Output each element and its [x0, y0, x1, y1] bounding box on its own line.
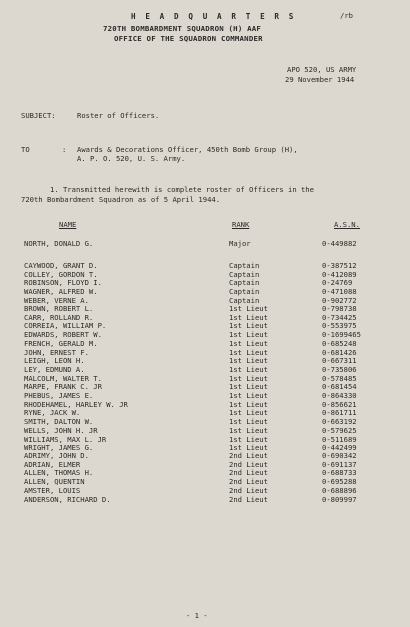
officer-name: ALLEN, THOMAS H. — [24, 468, 94, 478]
officer-asn: 0-387512 — [322, 261, 357, 270]
officer-asn: 0-864330 — [322, 391, 357, 400]
document-date: 29 November 1944 — [285, 75, 355, 84]
officer-rank: 1st Lieut — [229, 417, 268, 427]
officer-rank: 1st Lieut — [229, 364, 268, 374]
officer-name: CAYWOOD, GRANT D. — [24, 261, 98, 270]
body-line1: 1. Transmitted herewith is complete roster of Officers in the — [50, 185, 314, 194]
column-header-rank: RANK — [232, 220, 250, 229]
officer-asn: 0-695288 — [322, 477, 357, 487]
officer-name: PHEBUS, JAMES E. — [24, 391, 94, 400]
officer-name: EDWARDS, ROBERT W. — [24, 330, 102, 340]
officer-name: JOHN, ERNEST F. — [24, 347, 89, 357]
officer-rank: 1st Lieut — [229, 382, 268, 392]
officer-rank: 1st Lieut — [229, 330, 268, 340]
officer-name: ALLEN, QUENTIN — [24, 477, 85, 487]
officer-name: WAGNER, ALFRED W. — [24, 287, 98, 297]
officer-asn: 0-412089 — [322, 269, 357, 279]
roster-row — [0, 418, 410, 426]
officer-name: WRIGHT, JAMES G. — [24, 443, 94, 453]
officer-name: WELLS, JOHN H. JR — [24, 425, 98, 435]
subject-label: SUBJECT: — [21, 111, 56, 120]
header-line1: H E A D Q U A R T E R S — [131, 12, 296, 21]
roster-row — [0, 487, 410, 495]
to-label: TO — [21, 145, 30, 154]
officer-asn: 0-553975 — [322, 321, 357, 331]
officer-rank: 2nd Lieut — [229, 477, 268, 487]
roster-row — [0, 240, 410, 248]
officer-rank: 1st Lieut — [229, 434, 268, 444]
officer-asn: 0-809997 — [322, 494, 357, 504]
officer-name: NORTH, DONALD G. — [24, 239, 94, 248]
roster-row — [0, 262, 410, 270]
officer-name: RYNE, JACK W. — [24, 408, 81, 418]
officer-rank: 1st Lieut — [229, 356, 268, 366]
officer-asn: 0-685248 — [322, 338, 357, 348]
officer-asn: 0-688896 — [322, 485, 357, 495]
roster-row — [0, 331, 410, 339]
officer-rank: 2nd Lieut — [229, 468, 268, 478]
officer-name: CORREIA, WILLIAM P. — [24, 321, 107, 331]
officer-rank: 1st Lieut — [229, 408, 268, 418]
roster-row — [0, 357, 410, 365]
officer-name: CARR, ROLLAND R. — [24, 312, 94, 322]
page-number: - 1 - — [186, 611, 208, 620]
officer-asn: 0-511689 — [322, 434, 357, 444]
officer-rank: 1st Lieut — [229, 321, 268, 331]
officer-name: ADRIMY, JOHN D. — [24, 451, 89, 460]
roster-row — [0, 366, 410, 374]
officer-rank: 1st Lieut — [229, 425, 268, 435]
officer-name: AMSTER, LOUIS — [24, 485, 81, 495]
officer-name: LEIGH, LEON H. — [24, 356, 85, 366]
officer-rank: Captain — [229, 295, 260, 305]
officer-name: MALCOLM, WALTER T. — [24, 373, 102, 383]
officer-rank: 1st Lieut — [229, 391, 268, 400]
reference-initials: /rb — [340, 11, 353, 20]
officer-name: BROWN, ROBERT L. — [24, 304, 94, 313]
roster-row — [0, 305, 410, 313]
officer-asn: 0-24769 — [322, 278, 353, 288]
officer-asn: 0-442499 — [322, 443, 357, 453]
officer-rank: Captain — [229, 287, 260, 297]
officer-name: ROBINSON, FLOYD I. — [24, 278, 102, 288]
roster-row — [0, 496, 410, 504]
address-apo: APO 520, US ARMY — [287, 65, 357, 74]
officer-rank: 1st Lieut — [229, 399, 268, 409]
officer-rank: 2nd Lieut — [229, 451, 268, 460]
officer-rank: 2nd Lieut — [229, 485, 268, 495]
officer-asn: 0-856621 — [322, 399, 357, 409]
roster-row — [0, 392, 410, 400]
officer-rank: Major — [229, 239, 251, 248]
officer-asn: 0-579625 — [322, 425, 357, 435]
officer-rank: 1st Lieut — [229, 304, 268, 313]
officer-name: SMITH, DALTON W. — [24, 417, 94, 427]
officer-name: RHODEHAMEL, HARLEY W. JR — [24, 399, 128, 409]
officer-name: FRENCH, GERALD M. — [24, 338, 98, 348]
officer-asn: 0-861711 — [322, 408, 357, 418]
to-line1: Awards & Decorations Officer, 450th Bomb Group (H), — [77, 145, 298, 154]
to-line2: A. P. O. 520, U. S. Army. — [77, 154, 186, 163]
officer-asn: 0-667311 — [322, 356, 357, 366]
officer-asn: 0-734425 — [322, 312, 357, 322]
header-office: OFFICE OF THE SQUADRON COMMANDER — [114, 34, 263, 43]
officer-asn: 0-681426 — [322, 347, 357, 357]
officer-rank: Captain — [229, 269, 260, 279]
officer-asn: 0-1699465 — [322, 330, 361, 340]
body-line2: 720th Bombardment Squadron as of 5 April 1944. — [21, 195, 221, 204]
officer-asn: 0-688733 — [322, 468, 357, 478]
officer-asn: 0-902772 — [322, 295, 357, 305]
officer-name: MARPE, FRANK C. JR — [24, 382, 102, 392]
officer-asn: 0-681454 — [322, 382, 357, 392]
officer-rank: Captain — [229, 261, 260, 270]
officer-name: LEY, EDMUND A. — [24, 364, 85, 374]
officer-asn: 0-691137 — [322, 459, 357, 469]
officer-asn: 0-663192 — [322, 417, 357, 427]
column-header-asn: A.S.N. — [334, 220, 360, 229]
subject-text: Roster of Officers. — [77, 111, 160, 120]
officer-name: WEBER, VERNE A. — [24, 295, 89, 305]
roster-row — [0, 288, 410, 296]
officer-rank: 2nd Lieut — [229, 494, 268, 504]
officer-rank: 1st Lieut — [229, 312, 268, 322]
officer-asn: 0-735806 — [322, 364, 357, 374]
officer-name: COLLEY, GORDON T. — [24, 269, 98, 279]
officer-asn: 0-449882 — [322, 239, 357, 248]
header-unit: 720TH BOMBARDMENT SQUADRON (H) AAF — [103, 24, 262, 33]
officer-rank: 1st Lieut — [229, 338, 268, 348]
officer-rank: 1st Lieut — [229, 373, 268, 383]
column-header-name: NAME — [59, 220, 77, 229]
officer-rank: 2nd Lieut — [229, 459, 268, 469]
officer-rank: 1st Lieut — [229, 443, 268, 453]
roster-row — [0, 452, 410, 460]
officer-name: ADRIAN, ELMER — [24, 459, 81, 469]
roster-row — [0, 478, 410, 486]
officer-rank: 1st Lieut — [229, 347, 268, 357]
officer-asn: 0-471088 — [322, 287, 357, 297]
officer-name: ANDERSON, RICHARD D. — [24, 494, 111, 504]
officer-asn: 0-798738 — [322, 304, 357, 313]
officer-name: WILLIAMS, MAX L. JR — [24, 434, 107, 444]
roster-row — [0, 340, 410, 348]
officer-asn: 0-690342 — [322, 451, 357, 460]
officer-asn: 0-578485 — [322, 373, 357, 383]
officer-rank: Captain — [229, 278, 260, 288]
roster-row — [0, 427, 410, 435]
to-colon: : — [62, 145, 67, 154]
